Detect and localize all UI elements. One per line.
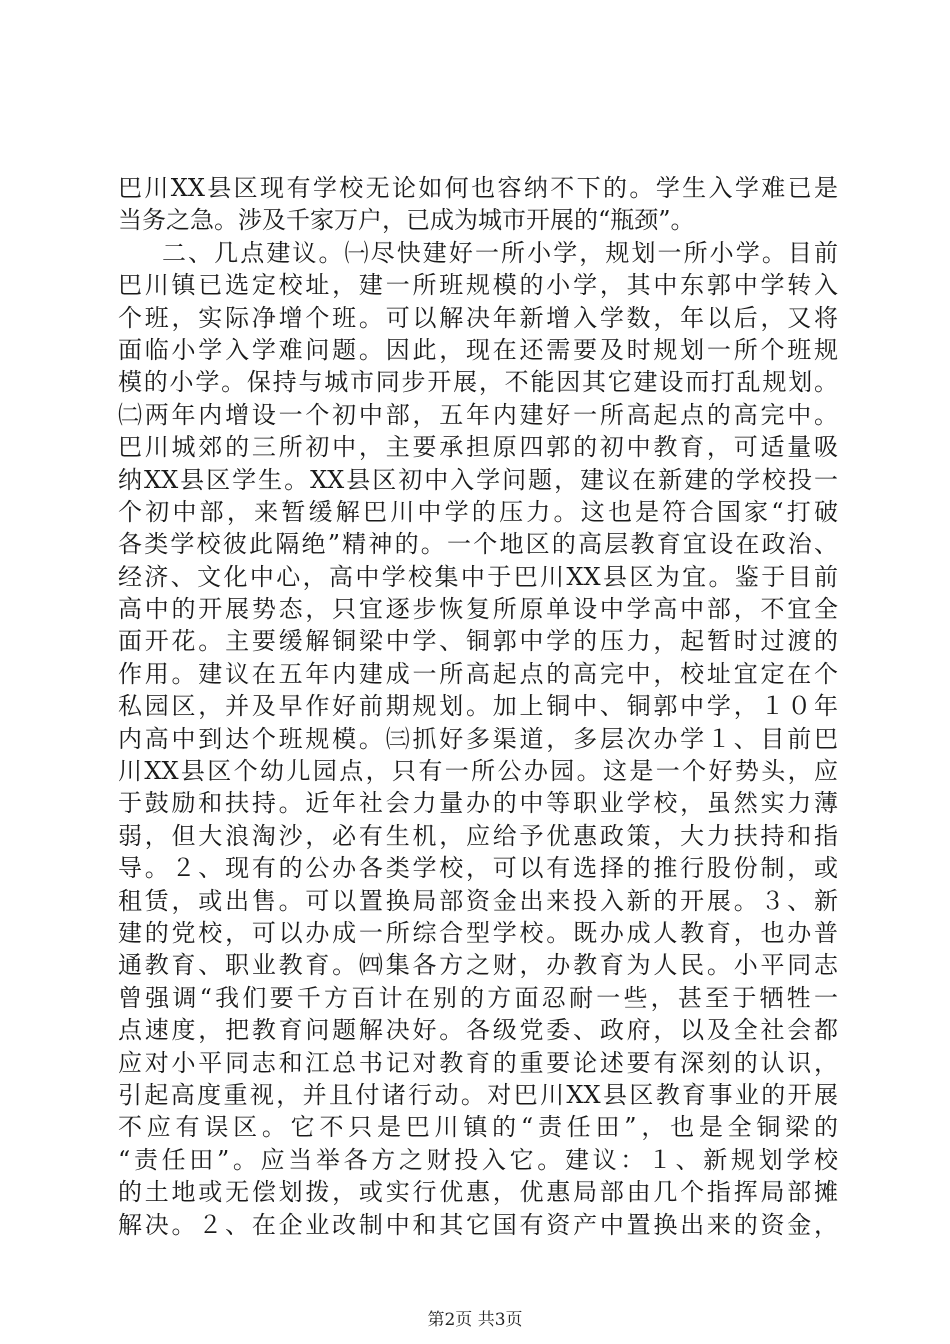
text-line: 巴川城郊的三所初中，主要承担原四郭的初中教育，可适量吸 [118, 433, 838, 462]
text-line: 模的小学。保持与城市同步开展，不能因其它建设而打乱规划。 [118, 368, 838, 397]
text-line: 面开花。主要缓解铜梁中学、铜郭中学的压力，起暂时过渡的 [118, 627, 838, 656]
text-line: 面临小学入学难问题。因此，现在还需要及时规划一所个班规 [118, 335, 838, 364]
text-line: 纳XX县区学生。XX县区初中入学问题，建议在新建的学校投一 [118, 465, 838, 494]
text-line: 解决。２、在企业改制中和其它国有资产中置换出来的资金， [118, 1210, 838, 1239]
text-line: ㈡两年内增设一个初中部，五年内建好一所高起点的高完中。 [118, 400, 838, 429]
text-line: 经济、文化中心，高中学校集中于巴川XX县区为宜。鉴于目前 [118, 562, 838, 591]
page-number-footer: 第2页 共3页 [427, 1310, 523, 1330]
text-line: 巴川XX县区现有学校无论如何也容纳不下的。学生入学难已是 [118, 174, 838, 202]
text-line: 曾强调“我们要千方百计在别的方面忍耐一些，甚至于牺牲一 [118, 983, 838, 1012]
text-line: 各类学校彼此隔绝”精神的。一个地区的高层教育宜设在政治、 [118, 530, 838, 559]
text-line: 二、几点建议。㈠尽快建好一所小学，规划一所小学。目前 [162, 238, 838, 267]
text-line: 个班，实际净增个班。可以解决年新增入学数，年以后，又将 [118, 303, 838, 332]
text-line: 的土地或无偿划拨，或实行优惠，优惠局部由几个指挥局部摊 [118, 1178, 838, 1207]
text-line: 巴川镇已选定校址，建一所班规模的小学，其中东郭中学转入 [118, 271, 838, 300]
text-line: 点速度，把教育问题解决好。各级党委、政府，以及全社会都 [118, 1016, 838, 1045]
text-line: 不应有误区。它不只是巴川镇的“责任田”，也是全铜梁的 [118, 1113, 838, 1142]
text-line: 导。２、现有的公办各类学校，可以有选择的推行股份制，或 [118, 854, 838, 883]
text-line: 应对小平同志和江总书记对教育的重要论述要有深刻的认识， [118, 1048, 838, 1077]
text-line: 弱，但大浪淘沙，必有生机，应给予优惠政策，大力扶持和指 [118, 821, 838, 850]
text-line: 作用。建议在五年内建成一所高起点的高完中，校址宜定在个 [118, 659, 838, 688]
text-line: 当务之急。涉及千家万户，已成为城市开展的“瓶颈”。 [118, 206, 695, 235]
text-line: 内高中到达个班规模。㈢抓好多渠道，多层次办学１、目前巴 [118, 724, 838, 753]
text-line: 个初中部，来暂缓解巴川中学的压力。这也是符合国家“打破 [118, 497, 838, 526]
text-line: 高中的开展势态，只宜逐步恢复所原单设中学高中部，不宜全 [118, 595, 838, 624]
text-line: 于鼓励和扶持。近年社会力量办的中等职业学校，虽然实力薄 [118, 789, 838, 818]
body-text [118, 172, 838, 1241]
text-line: “责任田”。应当举各方之财投入它。建议：１、新规划学校 [118, 1145, 838, 1174]
text-line: 租赁，或出售。可以置换局部资金出来投入新的开展。３、新 [118, 886, 838, 915]
text-line: 私园区，并及早作好前期规划。加上铜中、铜郭中学，１０年 [118, 692, 838, 721]
text-line: 通教育、职业教育。㈣集各方之财，办教育为人民。小平同志 [118, 951, 838, 980]
text-line: 引起高度重视，并且付诸行动。对巴川XX县区教育事业的开展 [118, 1080, 838, 1109]
text-line: 建的党校，可以办成一所综合型学校。既办成人教育，也办普 [118, 918, 838, 947]
text-line: 川XX县区个幼儿园点，只有一所公办园。这是一个好势头，应 [118, 757, 838, 786]
